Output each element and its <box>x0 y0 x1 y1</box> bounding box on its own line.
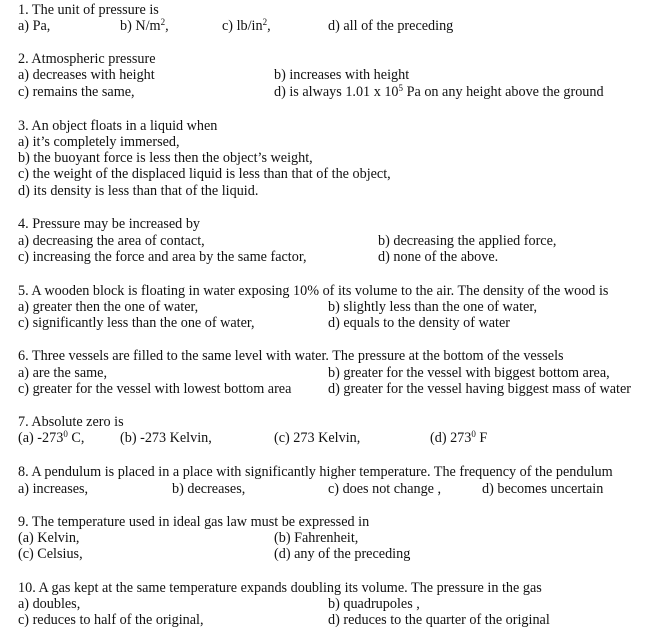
option-b: b) $N/m^2$, <box>120 17 169 34</box>
option-d: (d) any of the preceding <box>274 546 411 562</box>
question-stem: 3. An object floats in a liquid when <box>18 118 218 134</box>
option-c: c) reduces to half of the original, <box>18 612 204 628</box>
question-stem: 4. Pressure may be increased by <box>18 216 201 232</box>
option-b: b) quadrupoles , <box>328 596 420 612</box>
question-stem: 8. A pendulum is placed in a place with significantly higher temperature. The frequency of the pendulum <box>18 464 613 480</box>
option-d: d) reduces to the quarter of the original <box>328 612 550 628</box>
option-b: b) the buoyant force is less then the object’s weight, <box>18 150 313 166</box>
option-a: a) greater then the one of water, <box>18 299 199 315</box>
option-c: c) does not change , <box>328 481 442 497</box>
option-c: c) $lb/in^2$, <box>222 17 271 34</box>
option-c: c) greater for the vessel with lowest bottom area <box>18 381 292 397</box>
option-c: c) the weight of the displaced liquid is less than that of the object, <box>18 166 391 182</box>
option-d: d) greater for the vessel having biggest mass of water <box>328 381 631 397</box>
option-c: (c) 273 Kelvin, <box>274 430 361 446</box>
question-stem: 5. A wooden block is floating in water exposing 10% of its volume to the air. The density of the wood is <box>18 283 609 299</box>
option-c: c) increasing the force and area by the same factor, <box>18 249 307 265</box>
option-a: a) it’s completely immersed, <box>18 134 180 150</box>
option-a: (a) $-273^0$ C, <box>18 429 85 446</box>
option-c: c) significantly less than the one of water, <box>18 315 255 331</box>
option-b: b) greater for the vessel with biggest bottom area, <box>328 365 610 381</box>
option-c: (c) Celsius, <box>18 546 83 562</box>
option-b: b) decreasing the applied force, <box>378 233 557 249</box>
question-stem: 7. Absolute zero is <box>18 414 124 430</box>
option-b: (b) Fahrenheit, <box>274 530 359 546</box>
option-d: d) equals to the density of water <box>328 315 511 331</box>
option-a: a) increases, <box>18 481 89 497</box>
option-d: (d) $273^0$ F <box>430 429 488 446</box>
option-d: d) all of the preceding <box>328 18 454 34</box>
question-stem: 2. Atmospheric pressure <box>18 51 156 67</box>
option-d: d) its density is less than that of the liquid. <box>18 183 259 199</box>
question-stem: 10. A gas kept at the same temperature expands doubling its volume. The pressure in the gas <box>18 580 542 596</box>
question-stem: 1. The unit of pressure is <box>18 2 159 18</box>
option-c: c) remains the same, <box>18 84 135 100</box>
option-d: d) is always 1.01 x $10^5$ Pa on any height above the ground <box>274 83 604 100</box>
question-stem: 9. The temperature used in ideal gas law must be expressed in <box>18 514 370 530</box>
option-a: a) decreases with height <box>18 67 155 83</box>
option-d: d) none of the above. <box>378 249 499 265</box>
option-a: a) Pa, <box>18 18 51 34</box>
option-a: a) decreasing the area of contact, <box>18 233 205 249</box>
option-a: (a) Kelvin, <box>18 530 80 546</box>
option-b: b) slightly less than the one of water, <box>328 299 538 315</box>
option-b: (b) -273 Kelvin, <box>120 430 212 446</box>
option-b: b) increases with height <box>274 67 410 83</box>
option-a: a) doubles, <box>18 596 81 612</box>
option-a: a) are the same, <box>18 365 108 381</box>
question-stem: 6. Three vessels are filled to the same level with water. The pressure at the bottom of the vessels <box>18 348 564 364</box>
option-d: d) becomes uncertain <box>482 481 604 497</box>
option-b: b) decreases, <box>172 481 246 497</box>
